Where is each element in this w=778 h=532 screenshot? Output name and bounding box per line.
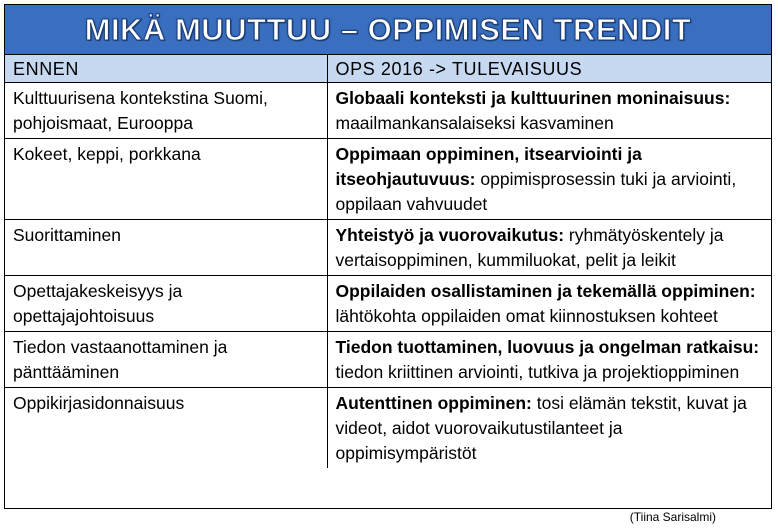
cell-after-lead: Yhteistyö ja vuorovaikutus: [335,225,565,245]
cell-after-text: maailmankansalaiseksi kasvaminen [335,113,614,133]
cell-after-lead: Autenttinen oppiminen: [335,393,532,413]
cell-after-lead: Oppimaan oppiminen, itsearviointi ja itseohjautuvuus: [335,144,642,189]
table-row [5,220,771,276]
cell-after-text: tosi elämän tekstit, kuvat ja videot, aidot vuorovaikutustilanteet ja oppimisympäristöt [335,393,747,463]
column-header-before: ENNEN [5,55,327,83]
cell-after-text: lähtökohta oppilaiden omat kiinnostuksen kohteet [335,306,718,326]
cell-after-text: oppimisprosessin tuki ja arviointi, oppilaan vahvuudet [335,169,737,214]
author-credit: (Tiina Sarisalmi) [629,510,716,524]
page-title: MIKÄ MUUTTUU – OPPIMISEN TRENDIT [84,11,692,47]
cell-after-text: tiedon kriittinen arviointi, tutkiva ja projektioppiminen [335,362,740,382]
comparison-table [5,55,771,468]
cell-after-lead: Globaali konteksti ja kulttuurinen moninaisuus: [335,88,731,108]
cell-before: Kokeet, keppi, porkkana [5,139,327,220]
table-row [5,388,771,469]
table-row [5,139,771,220]
cell-before: Tiedon vastaanottaminen ja pänttääminen [5,332,327,388]
slide-frame [4,4,772,509]
cell-after [327,83,771,139]
cell-before: Suorittaminen [5,220,327,276]
cell-after-lead: Oppilaiden osallistaminen ja tekemällä oppiminen: [335,281,756,301]
table-header-row [5,55,771,83]
cell-after [327,276,771,332]
table-row [5,83,771,139]
table-row [5,276,771,332]
cell-before: Oppikirjasidonnaisuus [5,388,327,469]
cell-after [327,220,771,276]
cell-after [327,388,771,469]
cell-before: Kulttuurisena kontekstina Suomi, pohjoismaat, Eurooppa [5,83,327,139]
title-banner [5,5,771,55]
cell-after-lead: Tiedon tuottaminen, luovuus ja ongelman ratkaisu: [335,337,760,357]
column-header-after: OPS 2016 -> TULEVAISUUS [327,55,771,83]
cell-after [327,332,771,388]
cell-before: Opettajakeskeisyys ja opettajajohtoisuus [5,276,327,332]
cell-after [327,139,771,220]
table-row [5,332,771,388]
cell-after-text: ryhmätyöskentely ja vertaisoppiminen, kummiluokat, pelit ja leikit [335,225,724,270]
